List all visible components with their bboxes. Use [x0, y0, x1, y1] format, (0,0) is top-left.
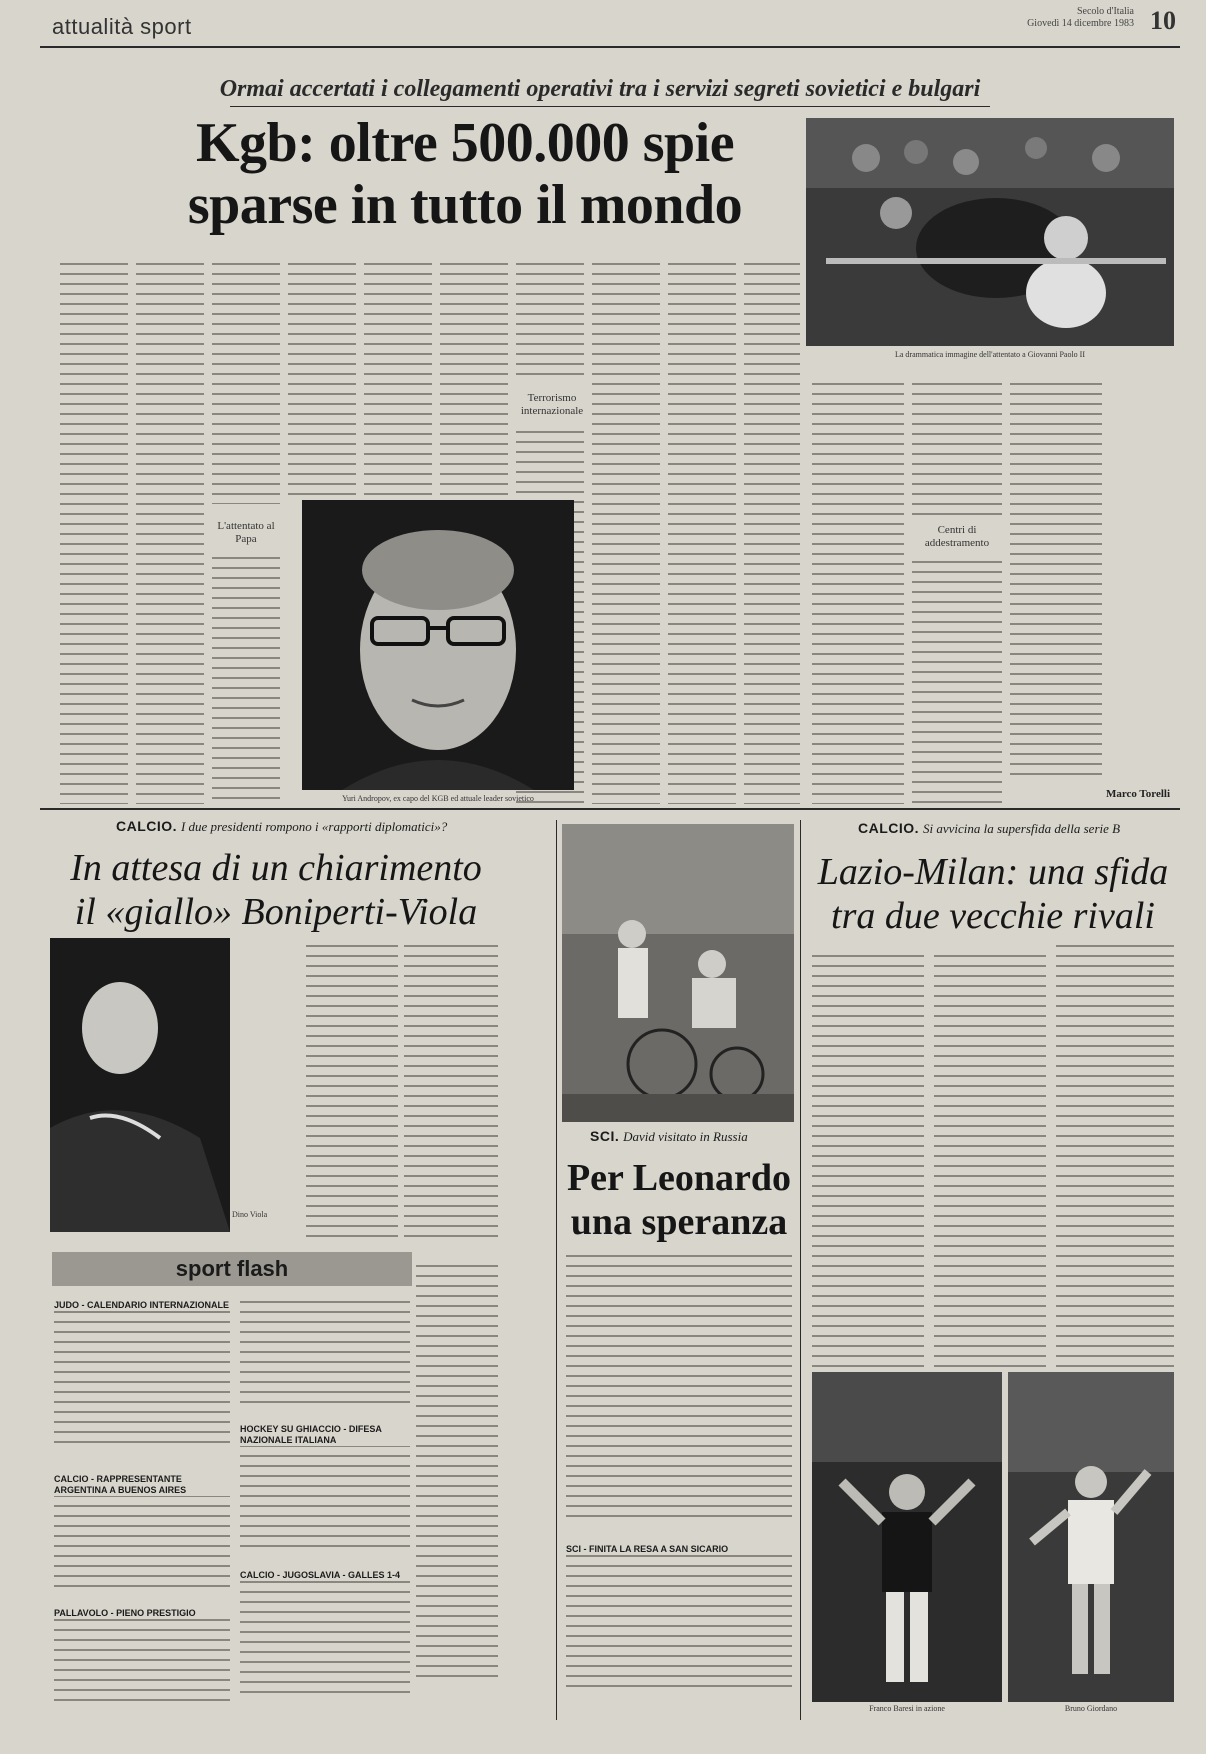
subhead-terrorismo: Terrorismo internazionale	[512, 392, 592, 418]
body-column-8	[592, 258, 660, 804]
flash-item-3: PALLAVOLO - PIENO PRESTIGIO	[54, 1608, 230, 1619]
calcio-right-tag: CALCIO.	[858, 820, 920, 836]
leonardo-photo	[562, 824, 794, 1122]
flash-item-4: HOCKEY SU GHIACCIO - DIFESA NAZIONALE ITALIANA	[240, 1424, 410, 1446]
calcio-left-tag: CALCIO.	[116, 818, 178, 834]
header-rule	[40, 46, 1180, 48]
sci-headline-line2: una speranza	[570, 1201, 788, 1243]
kicker-rule	[230, 106, 990, 107]
viola-caption: Dino Viola	[232, 1210, 268, 1219]
assassination-attempt-photo	[806, 118, 1174, 346]
sci-label	[590, 1128, 790, 1145]
sport-flash-bar: sport flash	[52, 1252, 412, 1286]
body-column-3b	[212, 552, 280, 804]
page-number: 10	[1150, 6, 1176, 35]
calcio-left-kicker: I due presidenti rompono i «rapporti diplomatici»?	[180, 819, 448, 834]
calcio-right-label	[858, 820, 1178, 837]
calcio-right-column-1	[812, 950, 924, 1370]
calcio-left-headline-line2: il «giallo» Boniperti-Viola	[74, 891, 478, 933]
calcio-left-column-1	[306, 940, 398, 1240]
main-headline	[120, 112, 810, 236]
calcio-right-headline-line2: tra due vecchie rivali	[831, 895, 1155, 937]
subhead-attentato: L'attentato al Papa	[206, 520, 286, 546]
calcio-left-headline	[56, 846, 496, 934]
andropov-portrait	[302, 500, 574, 790]
giordano-caption: Bruno Giordano	[1064, 1704, 1118, 1713]
body-column-13	[1010, 378, 1102, 778]
masthead-info	[1027, 6, 1134, 30]
article-signature: Marco Torelli	[1105, 788, 1170, 800]
sci-tag: SCI.	[590, 1128, 620, 1144]
calcio-right-kicker: Si avvicina la supersfida della serie B	[922, 821, 1121, 836]
flash-column-2c	[240, 1566, 410, 1696]
baresi-caption: Franco Baresi in azione	[869, 1704, 945, 1713]
sci-headline	[566, 1156, 792, 1244]
body-column-5	[364, 258, 432, 498]
flash-item-2: CALCIO - RAPPRESENTANTE ARGENTINA A BUENOS AIRES	[54, 1474, 230, 1496]
body-column-3a	[212, 258, 280, 504]
body-column-12b	[912, 556, 1002, 804]
sci-body-2	[566, 1540, 792, 1690]
calcio-left-label	[116, 818, 556, 835]
body-column-1	[60, 258, 128, 804]
calcio-right-column-2	[934, 950, 1046, 1370]
body-column-7a	[516, 258, 584, 378]
flash-column-2a	[240, 1296, 410, 1406]
flash-column-1a	[54, 1296, 230, 1446]
body-column-4	[288, 258, 356, 498]
flash-item-1: JUDO - CALENDARIO INTERNAZIONALE	[54, 1300, 229, 1310]
viola-photo	[50, 938, 230, 1232]
issue-date: Giovedì 14 dicembre 1983	[1027, 18, 1134, 29]
calcio-left-column-3	[416, 1260, 498, 1680]
sci-right-divider	[800, 820, 801, 1720]
sci-headline-line1: Per Leonardo	[566, 1157, 792, 1199]
section-header: attualità sport	[52, 14, 192, 39]
calcio-left-headline-line1: In attesa di un chiarimento	[70, 847, 482, 889]
calcio-left-column-2	[404, 940, 498, 1240]
photo2-caption: Yuri Andropov, ex capo del KGB ed attuale leader sovietico	[342, 794, 534, 803]
flash-item-5: CALCIO - JUGOSLAVIA - GALLES 1-4	[240, 1570, 410, 1581]
main-headline-line1: Kgb: oltre 500.000 spie	[195, 112, 735, 174]
mid-rule	[40, 808, 1180, 810]
sci-flash-item: SCI - FINITA LA RESA A SAN SICARIO	[566, 1544, 792, 1555]
body-column-12a	[912, 378, 1002, 518]
body-column-9	[668, 258, 736, 804]
body-column-2	[136, 258, 204, 804]
sci-left-divider	[556, 820, 557, 1720]
flash-column-1c	[54, 1604, 230, 1704]
calcio-right-headline	[808, 850, 1178, 938]
body-column-6	[440, 258, 508, 498]
body-column-10	[744, 258, 800, 804]
newspaper-name: Secolo d'Italia	[1076, 6, 1134, 17]
main-headline-line2: sparse in tutto il mondo	[187, 174, 743, 236]
subhead-centri: Centri di addestramento	[910, 524, 1004, 550]
calcio-right-headline-line1: Lazio-Milan: una sfida	[817, 851, 1169, 893]
photo1-caption: La drammatica immagine dell'attentato a Giovanni Paolo II	[894, 350, 1086, 359]
main-kicker: Ormai accertati i collegamenti operativi tra i servizi segreti sovietici e bulgari	[219, 76, 981, 102]
sci-kicker: David visitato in Russia	[623, 1129, 748, 1144]
sci-body-1	[566, 1250, 792, 1520]
baresi-photo	[812, 1372, 1002, 1702]
calcio-right-column-3	[1056, 940, 1174, 1370]
giordano-photo	[1008, 1372, 1174, 1702]
body-column-11	[812, 378, 904, 804]
